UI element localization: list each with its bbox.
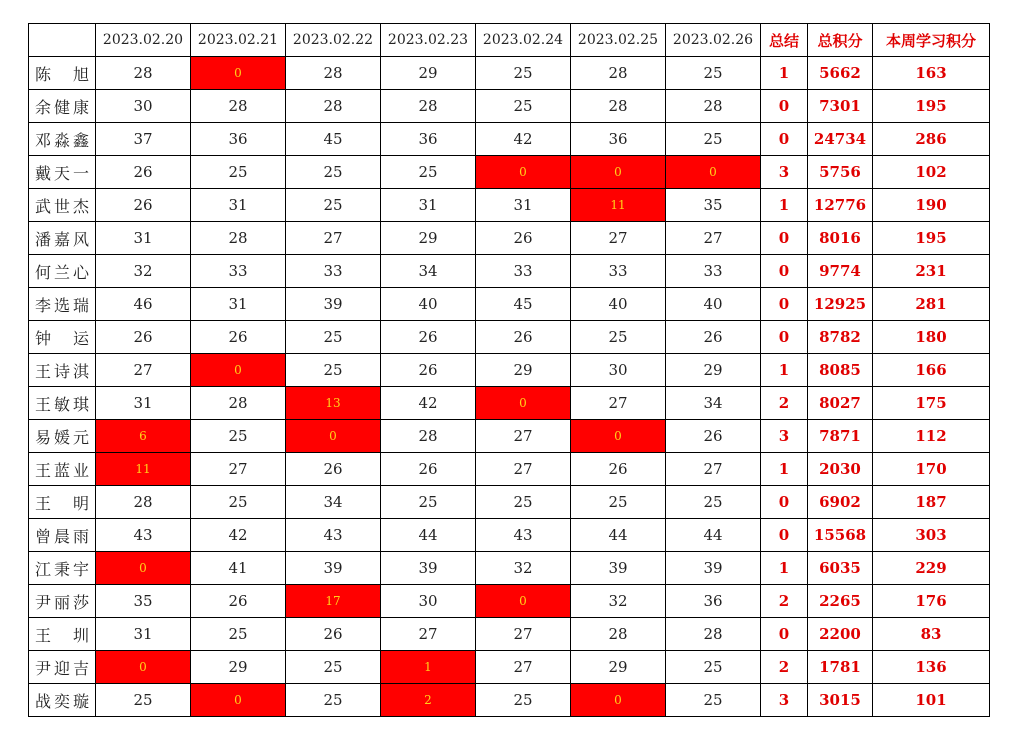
weekly-points: 170 (873, 453, 990, 486)
weekly-points: 102 (873, 156, 990, 189)
score-cell: 28 (381, 90, 476, 123)
total-points: 7301 (808, 90, 873, 123)
total-points: 5756 (808, 156, 873, 189)
score-cell: 31 (476, 189, 571, 222)
score-cell-flagged: 0 (571, 420, 666, 453)
score-cell: 26 (381, 354, 476, 387)
score-cell: 28 (571, 90, 666, 123)
summary-header: 总结 (761, 24, 808, 57)
score-cell: 25 (191, 486, 286, 519)
score-cell: 28 (96, 57, 191, 90)
score-cell: 46 (96, 288, 191, 321)
total-points: 8027 (808, 387, 873, 420)
total-points: 2030 (808, 453, 873, 486)
date-header: 2023.02.24 (476, 24, 571, 57)
score-cell: 41 (191, 552, 286, 585)
score-cell: 28 (571, 618, 666, 651)
score-cell: 25 (666, 684, 761, 717)
score-cell: 27 (476, 651, 571, 684)
table-row (29, 618, 990, 651)
score-cell: 43 (476, 519, 571, 552)
score-cell: 44 (381, 519, 476, 552)
score-cell-flagged: 11 (571, 189, 666, 222)
student-name: 王诗淇 (29, 354, 96, 387)
score-cell: 40 (666, 288, 761, 321)
missed-days-count: 0 (761, 618, 808, 651)
score-cell: 40 (381, 288, 476, 321)
table-row (29, 123, 990, 156)
score-cell: 27 (571, 222, 666, 255)
table-row (29, 387, 990, 420)
score-cell: 34 (381, 255, 476, 288)
student-name: 戴天一 (29, 156, 96, 189)
missed-days-count: 0 (761, 519, 808, 552)
score-cell: 29 (666, 354, 761, 387)
missed-days-count: 2 (761, 585, 808, 618)
score-cell: 26 (476, 222, 571, 255)
table-row (29, 552, 990, 585)
score-cell: 39 (286, 552, 381, 585)
score-cell: 31 (381, 189, 476, 222)
date-header: 2023.02.20 (96, 24, 191, 57)
score-cell: 26 (191, 585, 286, 618)
score-cell: 25 (96, 684, 191, 717)
score-cell: 25 (571, 486, 666, 519)
score-cell: 25 (286, 156, 381, 189)
score-cell: 26 (476, 321, 571, 354)
score-cell: 25 (666, 651, 761, 684)
score-cell: 25 (191, 618, 286, 651)
score-cell: 40 (571, 288, 666, 321)
score-cell: 27 (476, 453, 571, 486)
score-cell: 36 (191, 123, 286, 156)
missed-days-count: 0 (761, 123, 808, 156)
score-cell: 25 (666, 57, 761, 90)
table-body (29, 57, 990, 717)
score-cell: 27 (666, 222, 761, 255)
corner-header (29, 24, 96, 57)
student-name: 尹丽莎 (29, 585, 96, 618)
date-header: 2023.02.25 (571, 24, 666, 57)
table-row (29, 255, 990, 288)
score-cell-flagged: 17 (286, 585, 381, 618)
missed-days-count: 0 (761, 486, 808, 519)
score-cell: 25 (286, 651, 381, 684)
weekly-points: 176 (873, 585, 990, 618)
score-cell: 31 (96, 618, 191, 651)
score-cell: 35 (666, 189, 761, 222)
score-cell: 26 (96, 156, 191, 189)
total-points: 8085 (808, 354, 873, 387)
score-cell: 39 (286, 288, 381, 321)
score-cell: 42 (191, 519, 286, 552)
total-points: 2200 (808, 618, 873, 651)
score-cell: 31 (191, 288, 286, 321)
total-points: 8016 (808, 222, 873, 255)
score-cell: 42 (476, 123, 571, 156)
weekly-points: 175 (873, 387, 990, 420)
score-cell: 42 (381, 387, 476, 420)
score-cell-flagged: 0 (191, 684, 286, 717)
missed-days-count: 0 (761, 288, 808, 321)
score-cell: 26 (571, 453, 666, 486)
score-cell-flagged: 0 (571, 684, 666, 717)
score-cell: 25 (381, 156, 476, 189)
score-cell: 28 (286, 90, 381, 123)
student-name: 王蓝业 (29, 453, 96, 486)
score-cell-flagged: 0 (286, 420, 381, 453)
score-cell: 32 (571, 585, 666, 618)
score-cell-flagged: 0 (571, 156, 666, 189)
score-cell-flagged: 0 (96, 552, 191, 585)
missed-days-count: 1 (761, 354, 808, 387)
score-cell-flagged: 0 (191, 57, 286, 90)
missed-days-count: 3 (761, 420, 808, 453)
total-points: 6902 (808, 486, 873, 519)
score-cell: 39 (666, 552, 761, 585)
score-cell: 39 (571, 552, 666, 585)
score-cell: 25 (191, 156, 286, 189)
weekly-points: 136 (873, 651, 990, 684)
weekly-points: 112 (873, 420, 990, 453)
score-cell: 29 (381, 57, 476, 90)
score-cell: 26 (666, 321, 761, 354)
missed-days-count: 2 (761, 651, 808, 684)
total-points: 15568 (808, 519, 873, 552)
date-header: 2023.02.21 (191, 24, 286, 57)
score-cell: 25 (476, 90, 571, 123)
missed-days-count: 2 (761, 387, 808, 420)
score-cell: 26 (666, 420, 761, 453)
table-row (29, 585, 990, 618)
weekly-points: 229 (873, 552, 990, 585)
table-row (29, 156, 990, 189)
score-cell: 29 (571, 651, 666, 684)
student-name: 武世杰 (29, 189, 96, 222)
score-cell: 28 (571, 57, 666, 90)
score-cell: 27 (381, 618, 476, 651)
missed-days-count: 1 (761, 552, 808, 585)
score-cell-flagged: 0 (476, 387, 571, 420)
score-cell: 29 (381, 222, 476, 255)
weekly-points: 187 (873, 486, 990, 519)
score-cell: 25 (286, 684, 381, 717)
total-points: 12925 (808, 288, 873, 321)
score-cell: 25 (476, 57, 571, 90)
score-cell: 28 (96, 486, 191, 519)
score-cell: 30 (96, 90, 191, 123)
table-row (29, 486, 990, 519)
date-header: 2023.02.23 (381, 24, 476, 57)
score-cell: 34 (666, 387, 761, 420)
score-cell: 29 (476, 354, 571, 387)
table-row (29, 90, 990, 123)
student-name: 陈 旭 (29, 57, 96, 90)
table-row (29, 288, 990, 321)
student-name: 尹迎吉 (29, 651, 96, 684)
weekly-points: 286 (873, 123, 990, 156)
table-row (29, 684, 990, 717)
student-name: 王敏琪 (29, 387, 96, 420)
total-points: 24734 (808, 123, 873, 156)
missed-days-count: 3 (761, 684, 808, 717)
score-cell: 31 (96, 222, 191, 255)
score-cell: 25 (571, 321, 666, 354)
score-cell: 25 (191, 420, 286, 453)
score-cell: 28 (191, 387, 286, 420)
score-cell: 32 (476, 552, 571, 585)
missed-days-count: 0 (761, 255, 808, 288)
score-cell: 28 (191, 222, 286, 255)
score-cell: 27 (96, 354, 191, 387)
score-cell: 26 (96, 189, 191, 222)
score-cell: 28 (381, 420, 476, 453)
score-table (28, 23, 990, 717)
score-cell: 28 (666, 90, 761, 123)
table-row (29, 651, 990, 684)
table-row (29, 222, 990, 255)
score-cell: 27 (286, 222, 381, 255)
score-cell: 44 (666, 519, 761, 552)
score-cell-flagged: 6 (96, 420, 191, 453)
score-cell-flagged: 11 (96, 453, 191, 486)
table-row (29, 519, 990, 552)
missed-days-count: 0 (761, 222, 808, 255)
student-name: 江秉宇 (29, 552, 96, 585)
total-points: 6035 (808, 552, 873, 585)
score-cell: 25 (286, 354, 381, 387)
date-header: 2023.02.22 (286, 24, 381, 57)
score-cell: 45 (286, 123, 381, 156)
table-row (29, 453, 990, 486)
score-cell: 34 (286, 486, 381, 519)
score-cell: 39 (381, 552, 476, 585)
score-cell: 26 (381, 453, 476, 486)
total-points: 2265 (808, 585, 873, 618)
missed-days-count: 1 (761, 189, 808, 222)
summary-header: 本周学习积分 (873, 24, 990, 57)
score-cell: 27 (476, 420, 571, 453)
student-name: 邓淼鑫 (29, 123, 96, 156)
score-cell: 27 (571, 387, 666, 420)
student-name: 潘嘉风 (29, 222, 96, 255)
missed-days-count: 1 (761, 57, 808, 90)
total-points: 3015 (808, 684, 873, 717)
student-name: 钟 运 (29, 321, 96, 354)
score-cell: 28 (191, 90, 286, 123)
score-cell: 25 (476, 684, 571, 717)
score-cell: 30 (381, 585, 476, 618)
student-name: 王 明 (29, 486, 96, 519)
student-name: 何兰心 (29, 255, 96, 288)
weekly-points: 101 (873, 684, 990, 717)
total-points: 8782 (808, 321, 873, 354)
score-cell: 28 (666, 618, 761, 651)
score-cell: 45 (476, 288, 571, 321)
score-cell: 33 (571, 255, 666, 288)
weekly-points: 163 (873, 57, 990, 90)
score-cell: 29 (191, 651, 286, 684)
table-row (29, 321, 990, 354)
score-cell-flagged: 13 (286, 387, 381, 420)
score-cell: 36 (571, 123, 666, 156)
score-cell-flagged: 0 (666, 156, 761, 189)
score-cell-flagged: 2 (381, 684, 476, 717)
score-cell: 37 (96, 123, 191, 156)
weekly-points: 166 (873, 354, 990, 387)
score-cell: 30 (571, 354, 666, 387)
weekly-points: 195 (873, 90, 990, 123)
score-cell: 33 (191, 255, 286, 288)
score-cell: 26 (191, 321, 286, 354)
table-row (29, 354, 990, 387)
score-cell: 26 (381, 321, 476, 354)
score-cell: 33 (476, 255, 571, 288)
student-name: 战奕璇 (29, 684, 96, 717)
score-cell: 31 (96, 387, 191, 420)
date-header: 2023.02.26 (666, 24, 761, 57)
score-cell: 25 (666, 123, 761, 156)
score-cell: 26 (286, 618, 381, 651)
score-cell: 25 (286, 321, 381, 354)
score-cell-flagged: 1 (381, 651, 476, 684)
score-cell: 36 (666, 585, 761, 618)
score-cell: 25 (666, 486, 761, 519)
weekly-points: 231 (873, 255, 990, 288)
score-cell: 32 (96, 255, 191, 288)
student-name: 曾晨雨 (29, 519, 96, 552)
table-row (29, 57, 990, 90)
score-cell: 25 (476, 486, 571, 519)
missed-days-count: 3 (761, 156, 808, 189)
score-cell: 27 (191, 453, 286, 486)
score-cell: 36 (381, 123, 476, 156)
score-cell-flagged: 0 (476, 585, 571, 618)
header-row (29, 24, 990, 57)
weekly-points: 195 (873, 222, 990, 255)
score-cell: 25 (381, 486, 476, 519)
table-row (29, 420, 990, 453)
score-cell: 44 (571, 519, 666, 552)
weekly-points: 190 (873, 189, 990, 222)
total-points: 12776 (808, 189, 873, 222)
missed-days-count: 1 (761, 453, 808, 486)
weekly-points: 83 (873, 618, 990, 651)
total-points: 7871 (808, 420, 873, 453)
total-points: 5662 (808, 57, 873, 90)
score-cell: 28 (286, 57, 381, 90)
weekly-points: 281 (873, 288, 990, 321)
score-cell: 43 (286, 519, 381, 552)
score-cell: 26 (96, 321, 191, 354)
score-cell: 25 (286, 189, 381, 222)
score-cell: 27 (476, 618, 571, 651)
student-name: 余健康 (29, 90, 96, 123)
score-cell: 31 (191, 189, 286, 222)
weekly-points: 303 (873, 519, 990, 552)
score-cell: 26 (286, 453, 381, 486)
missed-days-count: 0 (761, 90, 808, 123)
score-cell: 43 (96, 519, 191, 552)
score-cell: 33 (666, 255, 761, 288)
total-points: 9774 (808, 255, 873, 288)
total-points: 1781 (808, 651, 873, 684)
student-name: 李选瑞 (29, 288, 96, 321)
score-cell-flagged: 0 (96, 651, 191, 684)
weekly-points: 180 (873, 321, 990, 354)
student-name: 王 圳 (29, 618, 96, 651)
table-row (29, 189, 990, 222)
score-cell: 33 (286, 255, 381, 288)
score-cell-flagged: 0 (476, 156, 571, 189)
student-name: 易媛元 (29, 420, 96, 453)
summary-header: 总积分 (808, 24, 873, 57)
missed-days-count: 0 (761, 321, 808, 354)
score-cell-flagged: 0 (191, 354, 286, 387)
score-cell: 27 (666, 453, 761, 486)
score-cell: 35 (96, 585, 191, 618)
